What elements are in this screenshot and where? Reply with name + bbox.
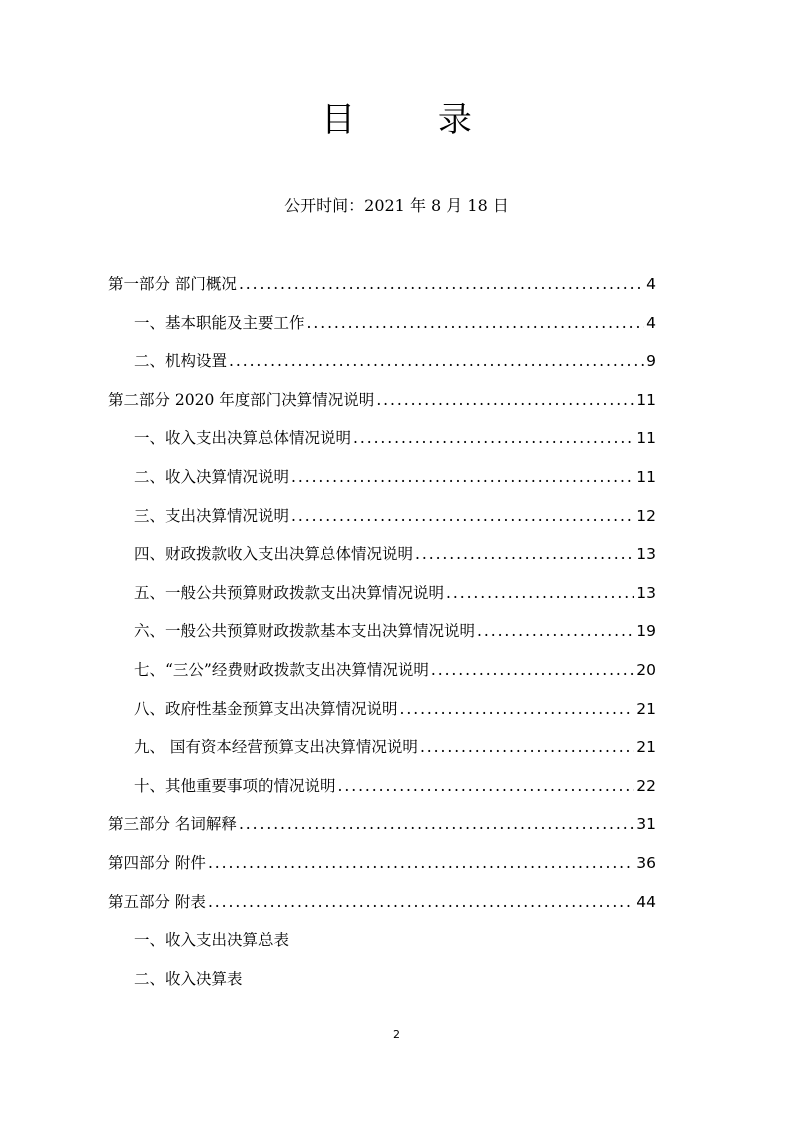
toc-entry-page: 9 [646, 352, 656, 371]
toc-entry[interactable] [108, 542, 656, 581]
toc-entry-title: 第四部分 附件 [108, 853, 206, 872]
toc-entry-title: 九、 国有资本经营预算支出决算情况说明 [134, 738, 418, 757]
toc-leader [229, 349, 644, 373]
toc-entry-title: 七、“三公”经费财政拨款支出决算情况说明 [134, 660, 429, 679]
toc-entry-page: 21 [636, 738, 656, 757]
toc-entry-page: 21 [636, 699, 656, 718]
toc-entry[interactable] [108, 272, 656, 311]
toc-entry-page: 22 [636, 776, 656, 795]
table-of-contents [108, 272, 656, 1005]
toc-entry[interactable] [108, 735, 656, 774]
toc-entry-title: 一、收入支出决算总体情况说明 [134, 429, 352, 448]
toc-leader [400, 697, 635, 721]
toc-leader [446, 581, 634, 605]
toc-entry[interactable] [108, 465, 656, 504]
toc-entry-title: 五、一般公共预算财政拨款支出决算情况说明 [134, 583, 445, 602]
toc-entry[interactable] [108, 967, 656, 1006]
toc-entry-title: 一、收入支出决算总表 [134, 931, 290, 950]
toc-entry-page: 11 [636, 429, 656, 448]
toc-leader [208, 851, 634, 875]
toc-leader [239, 812, 634, 836]
toc-entry-page: 11 [636, 467, 656, 486]
toc-entry[interactable] [108, 697, 656, 736]
toc-leader [376, 388, 634, 412]
toc-entry[interactable] [108, 426, 656, 465]
publish-date: 公开时间：2021 年 8 月 18 日 [284, 196, 509, 215]
page-title: 目 录 [321, 100, 508, 140]
toc-entry-title: 八、政府性基金预算支出决算情况说明 [134, 699, 398, 718]
toc-entry-title: 一、基本职能及主要工作 [134, 313, 305, 332]
toc-leader [291, 504, 634, 528]
toc-entry[interactable] [108, 812, 656, 851]
toc-entry-title: 三、支出决算情况说明 [134, 506, 290, 525]
toc-entry-title: 二、收入决算表 [134, 969, 243, 988]
toc-leader [415, 542, 634, 566]
toc-leader [420, 735, 634, 759]
toc-entry-page: 13 [636, 545, 656, 564]
toc-entry[interactable] [108, 581, 656, 620]
toc-leader [208, 890, 634, 914]
toc-leader [291, 465, 634, 489]
toc-entry-page: 4 [646, 275, 656, 293]
toc-entry-page: 20 [636, 660, 656, 679]
toc-entry[interactable] [108, 349, 656, 388]
toc-entry[interactable] [108, 928, 656, 967]
toc-entry-page: 4 [646, 313, 656, 332]
toc-entry[interactable] [108, 774, 656, 813]
toc-entry-page: 36 [636, 853, 656, 872]
toc-entry-title: 二、机构设置 [134, 352, 228, 371]
toc-entry[interactable] [108, 311, 656, 350]
toc-entry-title: 二、收入决算情况说明 [134, 467, 290, 486]
toc-entry-title: 第一部分 部门概况 [108, 275, 237, 293]
toc-entry[interactable] [108, 504, 656, 543]
toc-entry[interactable] [108, 658, 656, 697]
toc-entry[interactable] [108, 388, 656, 427]
toc-entry-page: 11 [636, 390, 656, 409]
toc-entry-title: 第三部分 名词解释 [108, 815, 237, 834]
toc-entry[interactable] [108, 619, 656, 658]
toc-entry-page: 31 [636, 815, 656, 834]
toc-entry-page: 19 [636, 622, 656, 641]
toc-entry-page: 44 [636, 892, 656, 911]
toc-entry-title: 四、财政拨款收入支出决算总体情况说明 [134, 545, 414, 564]
toc-leader [477, 619, 634, 643]
toc-entry-page: 12 [636, 506, 656, 525]
page-number: 2 [393, 1028, 400, 1041]
toc-leader [431, 658, 634, 682]
toc-entry[interactable] [108, 890, 656, 929]
toc-entry-title: 十、其他重要事项的情况说明 [134, 776, 336, 795]
toc-entry-title: 第二部分 2020 年度部门决算情况说明 [108, 390, 375, 409]
toc-entry[interactable] [108, 851, 656, 890]
toc-entry-title: 第五部分 附表 [108, 892, 206, 911]
toc-entry-page: 13 [636, 583, 656, 602]
toc-leader [338, 774, 635, 798]
toc-leader [353, 426, 634, 450]
toc-leader [307, 311, 645, 335]
toc-leader [239, 272, 644, 296]
toc-entry-title: 六、一般公共预算财政拨款基本支出决算情况说明 [134, 622, 476, 641]
